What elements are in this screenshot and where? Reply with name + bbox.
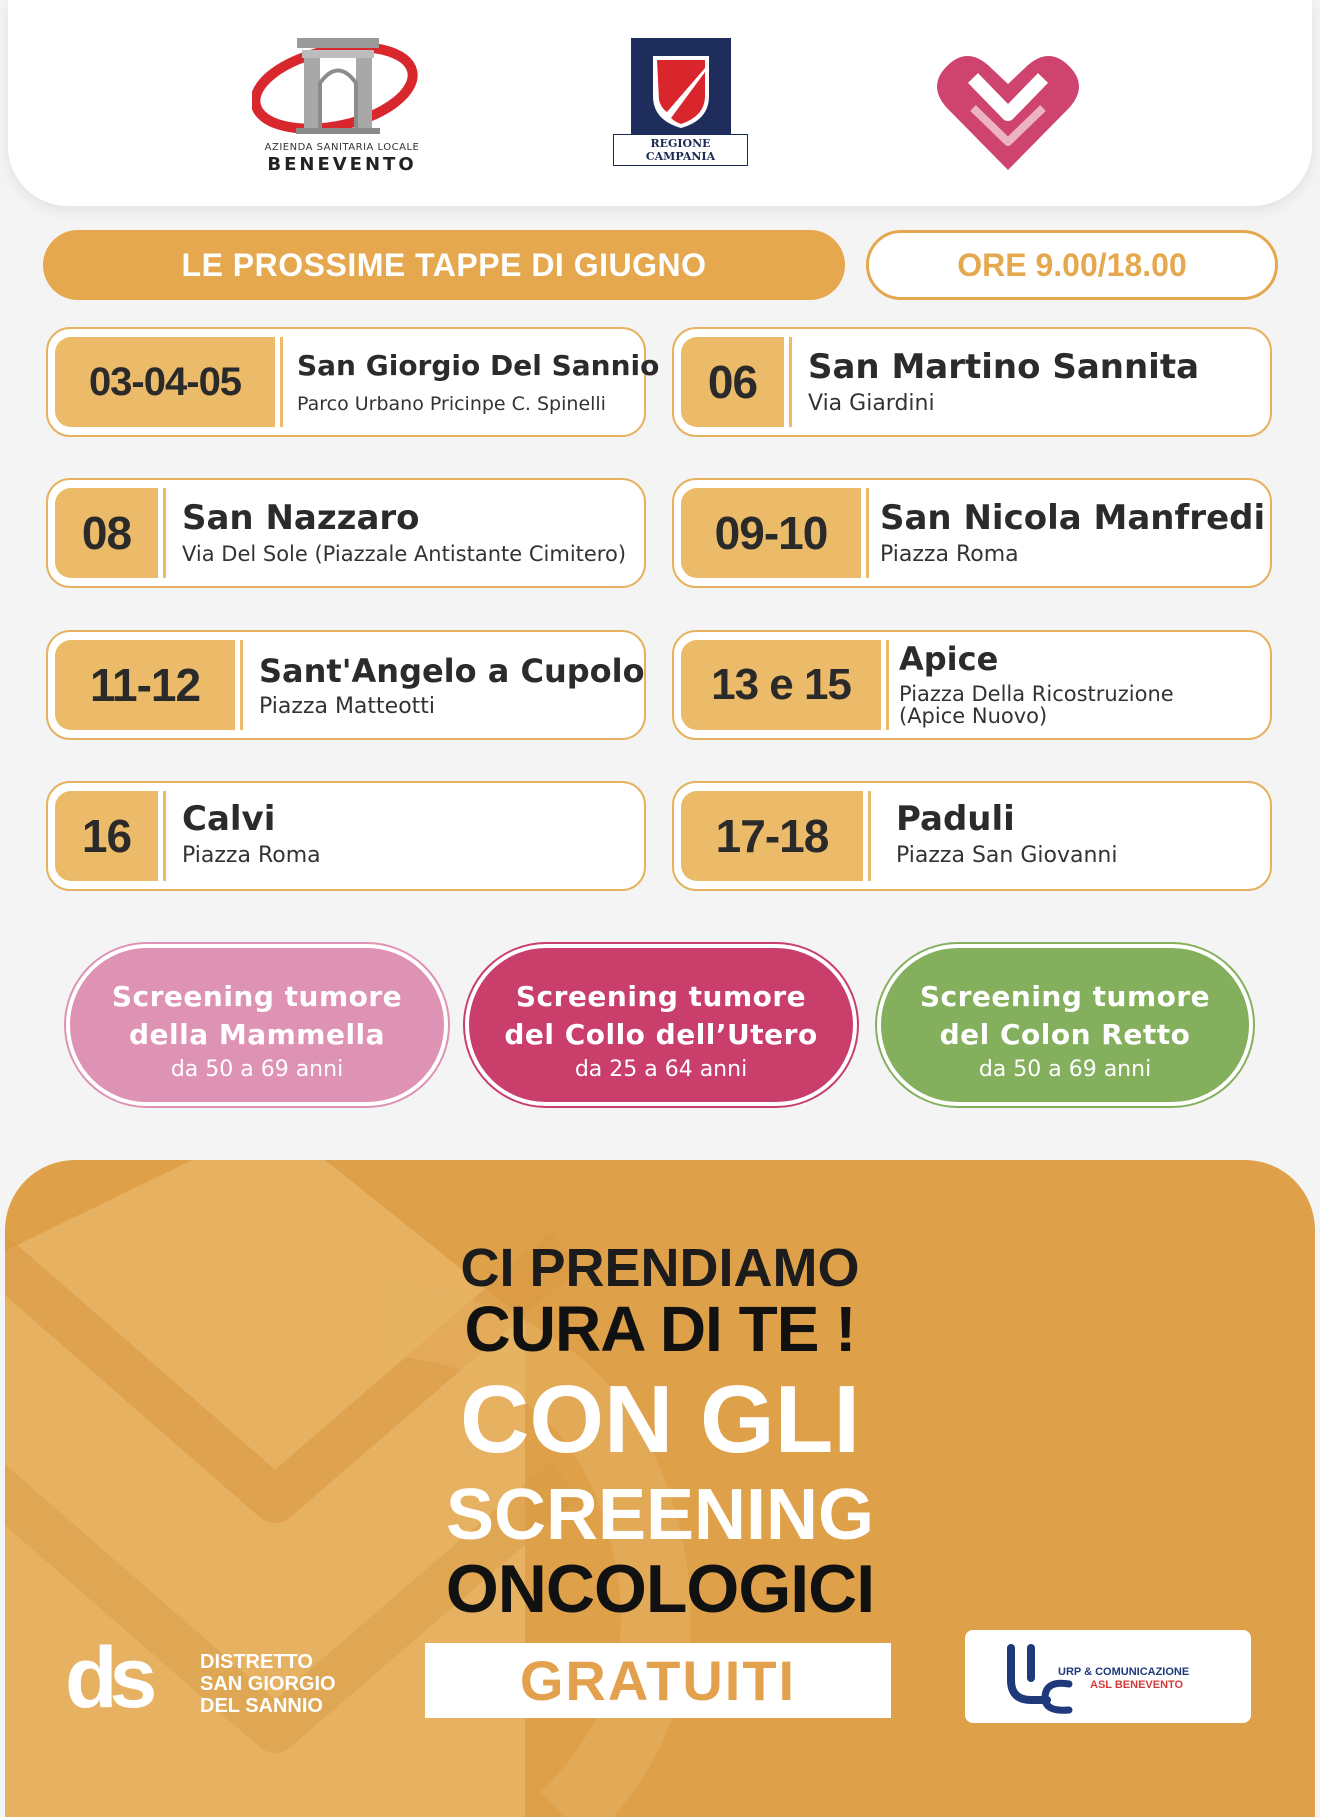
heart-icon (933, 30, 1083, 178)
slogan-line-4: SCREENING (445, 1475, 875, 1555)
slogan-line-5: ONCOLOGICI (445, 1551, 875, 1627)
stop-address: Via Giardini (808, 391, 935, 416)
ds-mark: ds (65, 1630, 150, 1726)
stop-card-santangelo (46, 630, 646, 740)
ds-text (200, 1651, 336, 1717)
divider (163, 791, 166, 881)
stop-card-paduli (672, 781, 1272, 891)
stop-date: 09-10 (681, 488, 861, 578)
regione-campania-logo (613, 38, 748, 166)
stop-card-san-nazzaro (46, 478, 646, 588)
divider (886, 640, 889, 730)
stop-card-calvi (46, 781, 646, 891)
stop-place: San Nazzaro (182, 498, 420, 538)
stop-date: 11-12 (55, 640, 235, 730)
stop-address: Parco Urbano Pricinpe C. Spinelli (297, 393, 606, 415)
urp-line-2: ASL BENEVENTO (1090, 1679, 1184, 1691)
asl-arch-icon (252, 28, 432, 140)
screening-title-1: Screening tumore (111, 980, 403, 1013)
stop-place: Sant'Angelo a Cupolo (259, 652, 645, 690)
screening-title-1: Screening tumore (919, 980, 1211, 1013)
screening-title-2: del Colon Retto (939, 1018, 1191, 1051)
urp-line-1: URP & COMUNICAZIONE (1058, 1666, 1190, 1678)
urp-uc-icon (1003, 1640, 1083, 1720)
ds-line-2: SAN GIORGIO (200, 1673, 336, 1695)
stop-date: 08 (55, 488, 158, 578)
stop-place: San Giorgio Del Sannio (297, 349, 660, 382)
stop-address: Piazza Della Ricostruzione (899, 682, 1174, 706)
screening-ages: da 50 a 69 anni (170, 1057, 344, 1082)
stop-date: 16 (55, 791, 158, 881)
regione-campania-text: REGIONE CAMPANIA (613, 134, 748, 166)
stop-address: Piazza Roma (182, 843, 321, 868)
stop-address: Piazza Matteotti (259, 694, 436, 719)
stop-place: Apice (899, 640, 999, 678)
heart-logo (933, 30, 1083, 178)
ds-line-1: DISTRETTO (200, 1651, 313, 1673)
stop-date: 03-04-05 (55, 337, 275, 427)
divider (240, 640, 243, 730)
asl-benevento-logo (252, 28, 432, 178)
asl-subtitle: AZIENDA SANITARIA LOCALE (264, 142, 420, 153)
stop-date: 17-18 (681, 791, 863, 881)
stop-card-san-giorgio (46, 327, 660, 437)
divider (866, 488, 869, 578)
hours-banner: ORE 9.00/18.00 (866, 230, 1278, 300)
screening-mammella-pill (66, 944, 448, 1106)
stop-card-san-martino (672, 327, 1272, 437)
stop-card-san-nicola (672, 478, 1272, 588)
stop-address-note: (Apice Nuovo) (899, 704, 1048, 728)
screening-title-2: del Collo dell’Utero (504, 1018, 818, 1051)
stop-place: Paduli (896, 799, 1015, 839)
stop-place: San Nicola Manfredi (880, 498, 1266, 538)
june-stops-banner: LE PROSSIME TAPPE DI GIUGNO (43, 230, 845, 300)
screening-ages: da 50 a 69 anni (978, 1057, 1152, 1082)
divider (163, 488, 166, 578)
screening-colon-pill (877, 944, 1253, 1106)
slogan-line-3: CON GLI (460, 1366, 860, 1473)
stop-place: Calvi (182, 799, 276, 839)
divider (868, 791, 871, 881)
header-logo-bar (8, 0, 1312, 206)
stop-address: Via Del Sole (Piazzale Antistante Cimitero) (182, 542, 627, 566)
stop-address: Piazza San Giovanni (896, 843, 1118, 868)
stop-date: 13 e 15 (681, 640, 881, 730)
screening-title-2: della Mammella (128, 1018, 386, 1051)
asl-name: BENEVENTO (267, 154, 417, 175)
screening-utero-pill (465, 944, 857, 1106)
campania-shield-icon (613, 38, 748, 138)
screening-ages: da 25 a 64 anni (574, 1057, 748, 1082)
stop-date: 06 (681, 337, 784, 427)
stop-card-apice (672, 630, 1272, 740)
slogan-line-1: CI PRENDIAMO (460, 1238, 860, 1298)
gratuiti-badge: GRATUITI (425, 1643, 891, 1718)
screening-title-1: Screening tumore (515, 980, 807, 1013)
divider (280, 337, 283, 427)
slogan-line-2: CURA DI TE ! (464, 1293, 856, 1365)
distretto-san-giorgio-logo (65, 1630, 365, 1726)
urp-comunicazione-logo (965, 1630, 1251, 1723)
stop-place: San Martino Sannita (808, 347, 1200, 387)
stop-address: Piazza Roma (880, 542, 1019, 567)
ds-line-3: DEL SANNIO (200, 1695, 323, 1717)
divider (789, 337, 792, 427)
